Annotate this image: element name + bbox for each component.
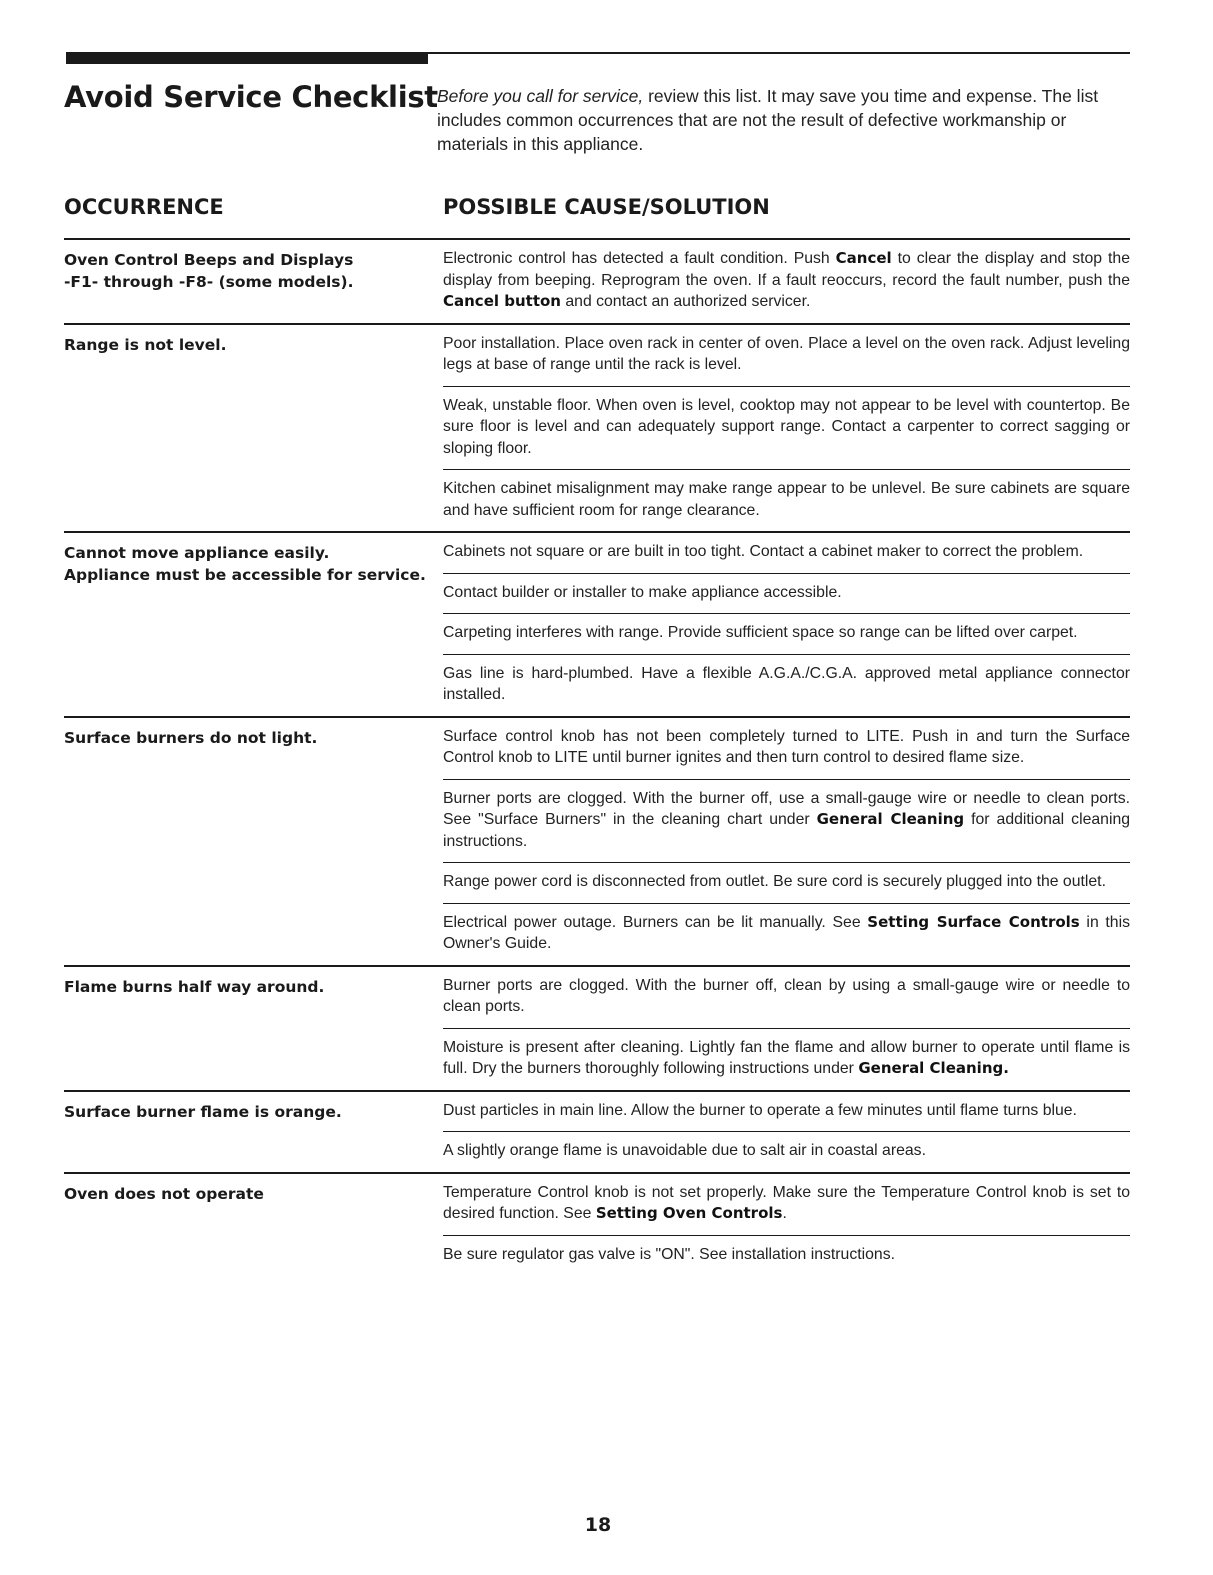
solution-item	[443, 240, 1130, 323]
solutions-cell	[443, 240, 1130, 323]
solution-text: for additional cleaning instructions.	[443, 811, 1131, 850]
top-rule-accent	[66, 52, 428, 64]
solutions-cell	[443, 325, 1130, 532]
checklist-row	[64, 531, 1130, 716]
solution-text: Carpeting interferes with range. Provide sufficient space so range can be lifted over carpet.	[443, 624, 1078, 641]
solution-text: Burner ports are clogged. With the burner off, clean by using a small-gauge wire or needle to clean ports.	[443, 976, 1130, 1015]
solution-item	[443, 967, 1130, 1028]
solution-item	[443, 1131, 1130, 1172]
checklist-row	[64, 716, 1130, 965]
solution-text: Cabinets not square or are built in too tight. Contact a cabinet maker to correct the problem.	[443, 543, 1084, 560]
occurrence-cell	[64, 967, 443, 1090]
solution-text: Moisture is present after cleaning. Lightly fan the flame and allow burner to operate until flame is full. Dry the burners thoroughly following instructions under	[443, 1038, 1130, 1077]
solution-item	[443, 903, 1130, 965]
occurrence-text: Appliance must be accessible for service.	[64, 566, 426, 584]
solution-text: Electronic control has detected a fault condition. Push	[443, 250, 836, 267]
solution-text: Weak, unstable floor. When oven is level, cooktop may not appear to be level with countertop. Be sure floor is level and can adequately support range. Contact a carpenter to correct sagging or sloping floor.	[443, 396, 1130, 457]
occurrence-cell	[64, 240, 443, 323]
checklist-row	[64, 1172, 1130, 1276]
occurrence-text: Oven does not operate	[64, 1184, 264, 1203]
solutions-cell	[443, 718, 1130, 965]
solution-item	[443, 573, 1130, 614]
checklist-row	[64, 238, 1130, 323]
checklist-row	[64, 1090, 1130, 1172]
solution-item	[443, 1174, 1130, 1235]
solution-emphasis: Setting Surface Controls	[867, 912, 1080, 931]
occurrence-cell	[64, 533, 443, 716]
occurrence-text: Surface burner flame is orange.	[64, 1102, 342, 1121]
solution-item	[443, 469, 1130, 531]
solutions-cell	[443, 967, 1130, 1090]
solution-item	[443, 325, 1130, 386]
occurrence-cell	[64, 1092, 443, 1172]
solution-item	[443, 1235, 1130, 1276]
occurrence-text: Cannot move appliance easily.	[64, 544, 330, 562]
solution-item	[443, 718, 1130, 779]
occurrence-text: Oven Control Beeps and Displays	[64, 251, 354, 269]
solution-item	[443, 862, 1130, 903]
solution-item	[443, 533, 1130, 573]
solution-emphasis: General Cleaning.	[858, 1059, 1009, 1077]
occurrence-cell	[64, 718, 443, 965]
solution-text: to clear the display and stop the display from beeping. Reprogram the oven. If a fault reoccurs, record the fault number, push the	[443, 250, 1130, 289]
occurrence-text: Surface burners do not light.	[64, 728, 318, 747]
intro-lead: Before you call for service,	[437, 86, 644, 106]
solution-text: Temperature Control knob is not set properly. Make sure the Temperature Control knob is set to desired function. See	[443, 1183, 1130, 1222]
solution-text: Electrical power outage. Burners can be lit manually. See	[443, 913, 868, 931]
solution-item	[443, 613, 1130, 654]
solution-text: Gas line is hard-plumbed. Have a flexible A.G.A./C.G.A. approved metal appliance connector installed.	[443, 664, 1130, 703]
intro-text: review this list. It may save you time and expense. The list includes common occurrences that are not the result of defective workmanship or materials in this appliance.	[437, 86, 1099, 154]
occurrence-text: Range is not level.	[64, 335, 227, 354]
solution-text: Burner ports are clogged. With the burner off, use a small-gauge wire or needle to clean ports. See "Surface Burners" in the cleaning chart under	[443, 789, 1130, 828]
intro-paragraph	[437, 84, 1129, 156]
occurrence-text: Flame burns half way around.	[64, 977, 325, 996]
solution-text: Kitchen cabinet misalignment may make range appear to be unlevel. Be sure cabinets are square and have sufficient room for range clearance.	[443, 480, 1130, 519]
solutions-cell	[443, 533, 1130, 716]
occurrence-cell	[64, 1174, 443, 1276]
solution-text: .	[782, 1205, 787, 1222]
solutions-cell	[443, 1174, 1130, 1276]
solution-item	[443, 386, 1130, 470]
solution-text: Surface control knob has not been completely turned to LITE. Push in and turn the Surface Control knob to LITE until burner ignites and then turn control to desired flame size.	[443, 727, 1130, 766]
solution-text: A slightly orange flame is unavoidable due to salt air in coastal areas.	[443, 1142, 926, 1159]
solution-item	[443, 1092, 1130, 1132]
column-header-occurrence: OCCURRENCE	[64, 195, 224, 219]
solution-emphasis: Cancel	[835, 249, 892, 267]
page-title: Avoid Service Checklist	[64, 80, 438, 114]
solution-text: and contact an authorized servicer.	[560, 293, 811, 310]
solutions-cell	[443, 1092, 1130, 1172]
column-header-solution: POSSIBLE CAUSE/SOLUTION	[443, 195, 770, 219]
solution-text: Be sure regulator gas valve is "ON". See installation instructions.	[443, 1245, 895, 1263]
solution-item	[443, 654, 1130, 716]
solution-text: Range power cord is disconnected from outlet. Be sure cord is securely plugged into the outlet.	[443, 873, 1106, 890]
occurrence-cell	[64, 325, 443, 532]
solution-text: in this Owner's Guide.	[443, 913, 1130, 952]
solution-text: Poor installation. Place oven rack in center of oven. Place a level on the oven rack. Adjust leveling legs at base of range until the rack is level.	[443, 334, 1130, 373]
solution-item	[443, 1028, 1130, 1090]
solution-emphasis: General Cleaning	[816, 810, 965, 828]
solution-item	[443, 779, 1130, 863]
solution-text: Contact builder or installer to make appliance accessible.	[443, 583, 842, 601]
checklist-row	[64, 323, 1130, 532]
checklist-table	[64, 238, 1130, 1275]
solution-text: Dust particles in main line. Allow the burner to operate a few minutes until flame turns blue.	[443, 1101, 1077, 1119]
solution-emphasis: Setting Oven Controls	[595, 1204, 783, 1222]
solution-emphasis: Cancel button	[443, 292, 561, 310]
occurrence-text: -F1- through -F8- (some models).	[64, 273, 354, 291]
page-number: 18	[584, 1514, 612, 1536]
checklist-row	[64, 965, 1130, 1090]
